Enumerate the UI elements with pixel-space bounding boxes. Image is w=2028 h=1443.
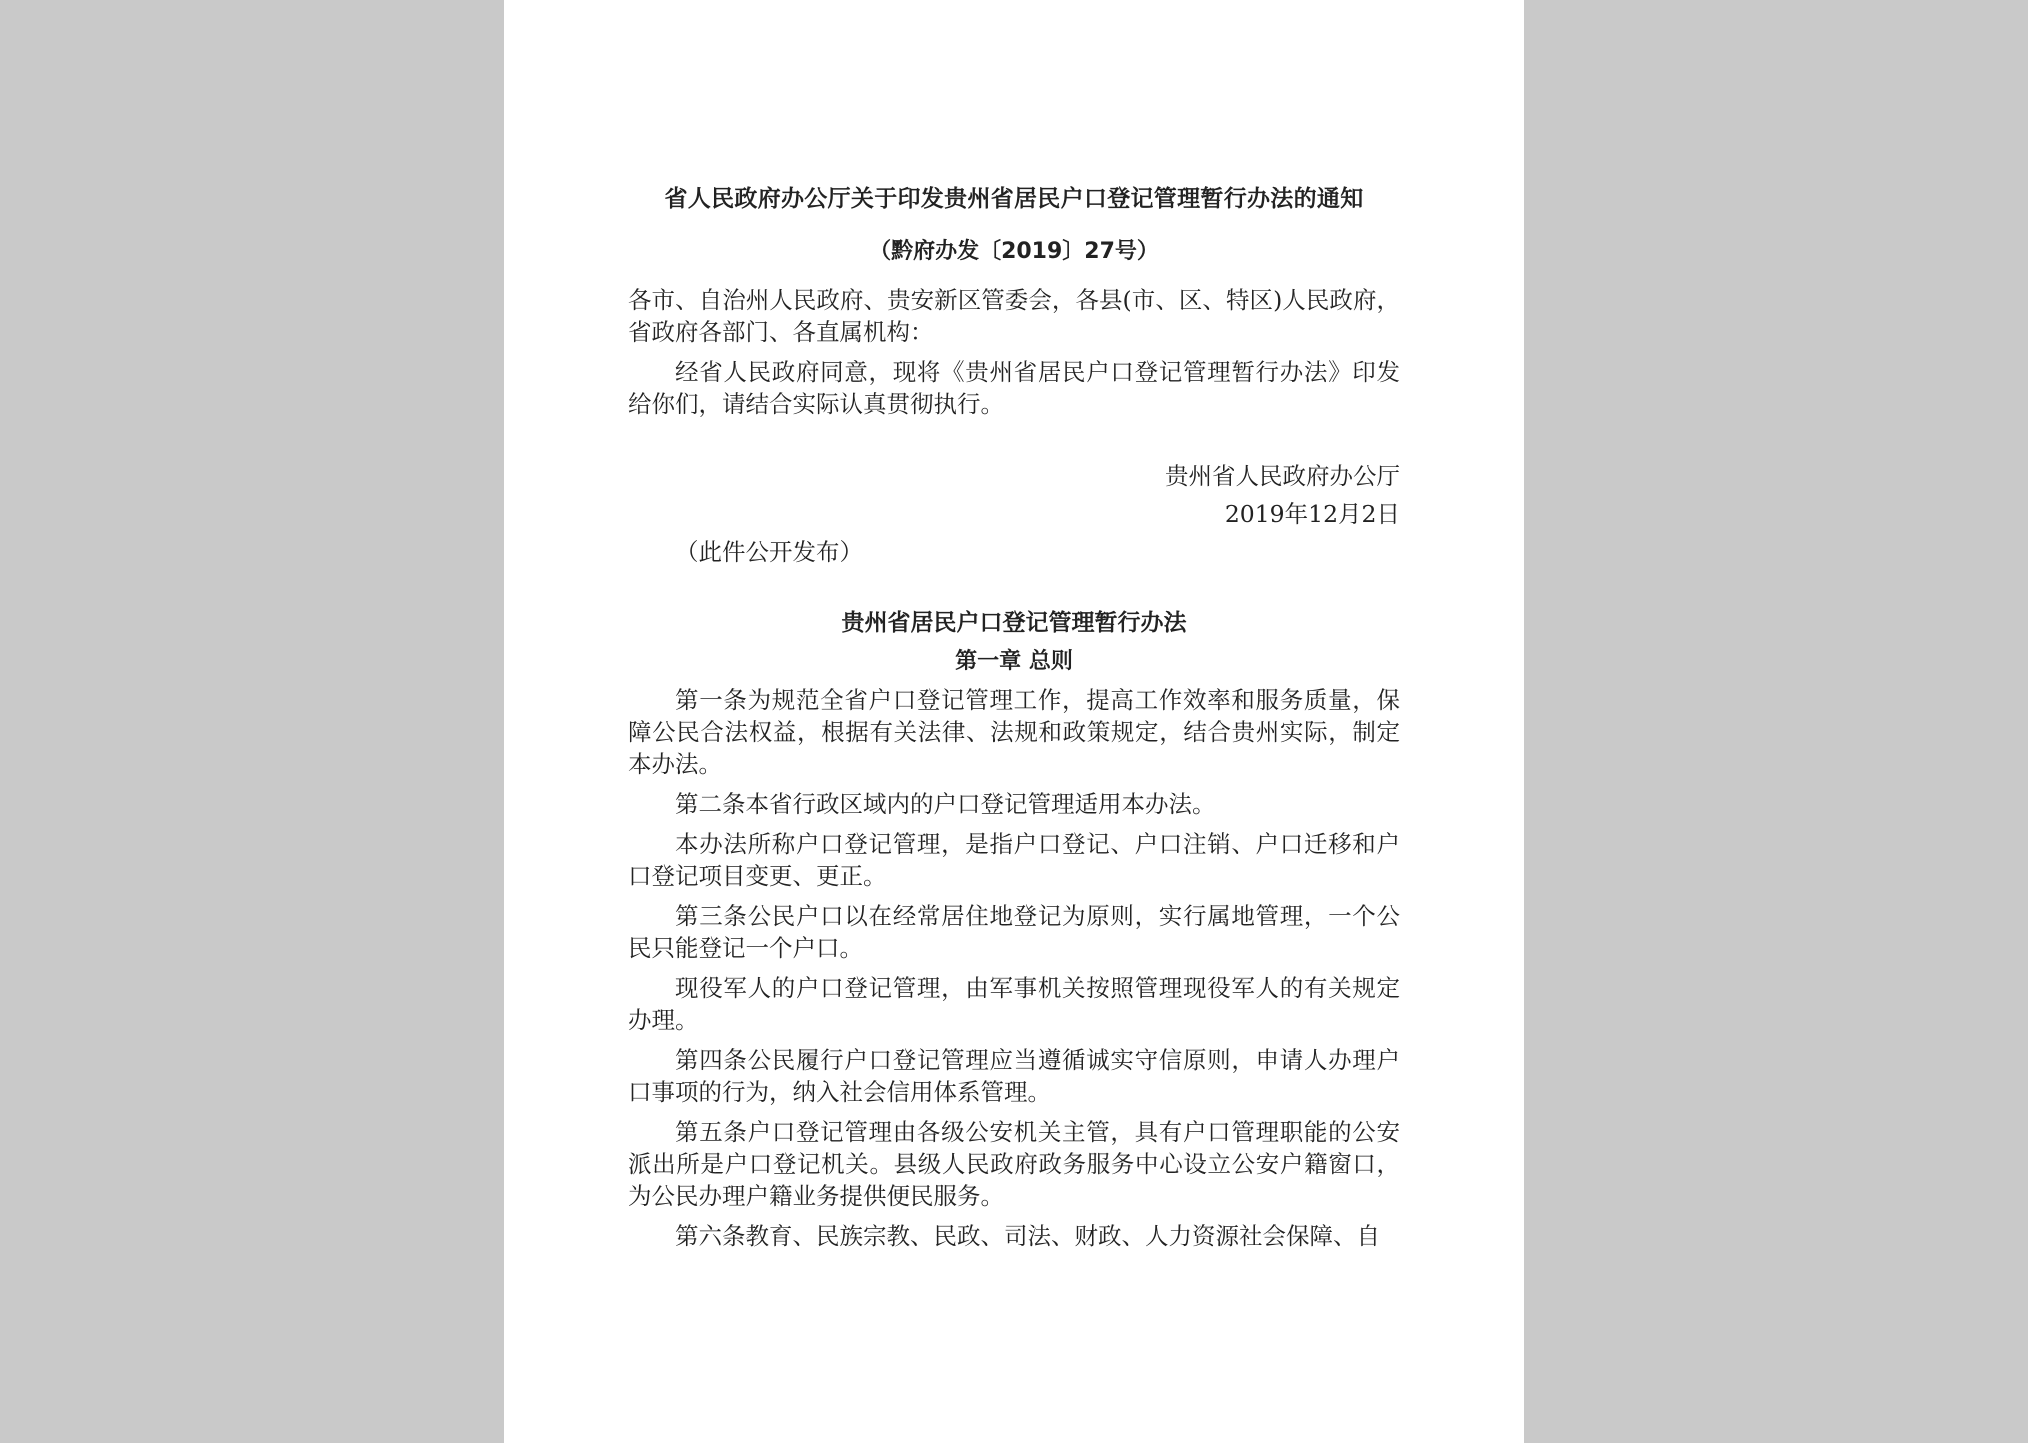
article-paragraph: 第一条为规范全省户口登记管理工作，提高工作效率和服务质量，保障公民合法权益，根据有关法律、法规和政策规定，结合贵州实际，制定本办法。 <box>628 686 1400 778</box>
article-paragraph: 第二条本省行政区域内的户口登记管理适用本办法。 <box>675 790 1216 818</box>
document-page <box>504 0 1524 1443</box>
public-release-note: （此件公开发布） <box>675 538 863 566</box>
signature-block <box>628 460 1400 530</box>
article-paragraph: 第五条户口登记管理由各级公安机关主管，具有户口管理职能的公安派出所是户口登记机关。县级人民政府政务服务中心设立公安户籍窗口，为公民办理户籍业务提供便民服务。 <box>628 1118 1400 1210</box>
chapter-title: 第一章 总则 <box>955 649 1073 674</box>
measures-title: 贵州省居民户口登记管理暂行办法 <box>841 610 1187 636</box>
article-paragraph: 本办法所称户口登记管理，是指户口登记、户口注销、户口迁移和户口登记项目变更、更正。 <box>628 830 1400 890</box>
issuer: 贵州省人民政府办公厅 <box>1165 462 1400 490</box>
article-paragraph: 第四条公民履行户口登记管理应当遵循诚实守信原则，申请人办理户口事项的行为，纳入社会信用体系管理。 <box>628 1046 1400 1106</box>
issue-date: 2019年12月2日 <box>1224 500 1400 528</box>
notice-title: 省人民政府办公厅关于印发贵州省居民户口登记管理暂行办法的通知 <box>664 186 1364 212</box>
articles-list <box>628 684 1400 1252</box>
article-paragraph: 第三条公民户口以在经常居住地登记为原则，实行属地管理，一个公民只能登记一个户口。 <box>628 902 1400 962</box>
article-paragraph: 现役军人的户口登记管理，由军事机关按照管理现役军人的有关规定办理。 <box>628 974 1400 1034</box>
article-paragraph: 第六条教育、民族宗教、民政、司法、财政、人力资源社会保障、自 <box>675 1222 1380 1250</box>
notice-body: 经省人民政府同意，现将《贵州省居民户口登记管理暂行办法》印发给你们，请结合实际认真贯彻执行。 <box>628 358 1400 418</box>
document-number: （黔府办发〔2019〕27号） <box>869 239 1159 264</box>
addressee: 各市、自治州人民政府、贵安新区管委会，各县(市、区、特区)人民政府，省政府各部门、各直属机构： <box>628 286 1400 346</box>
